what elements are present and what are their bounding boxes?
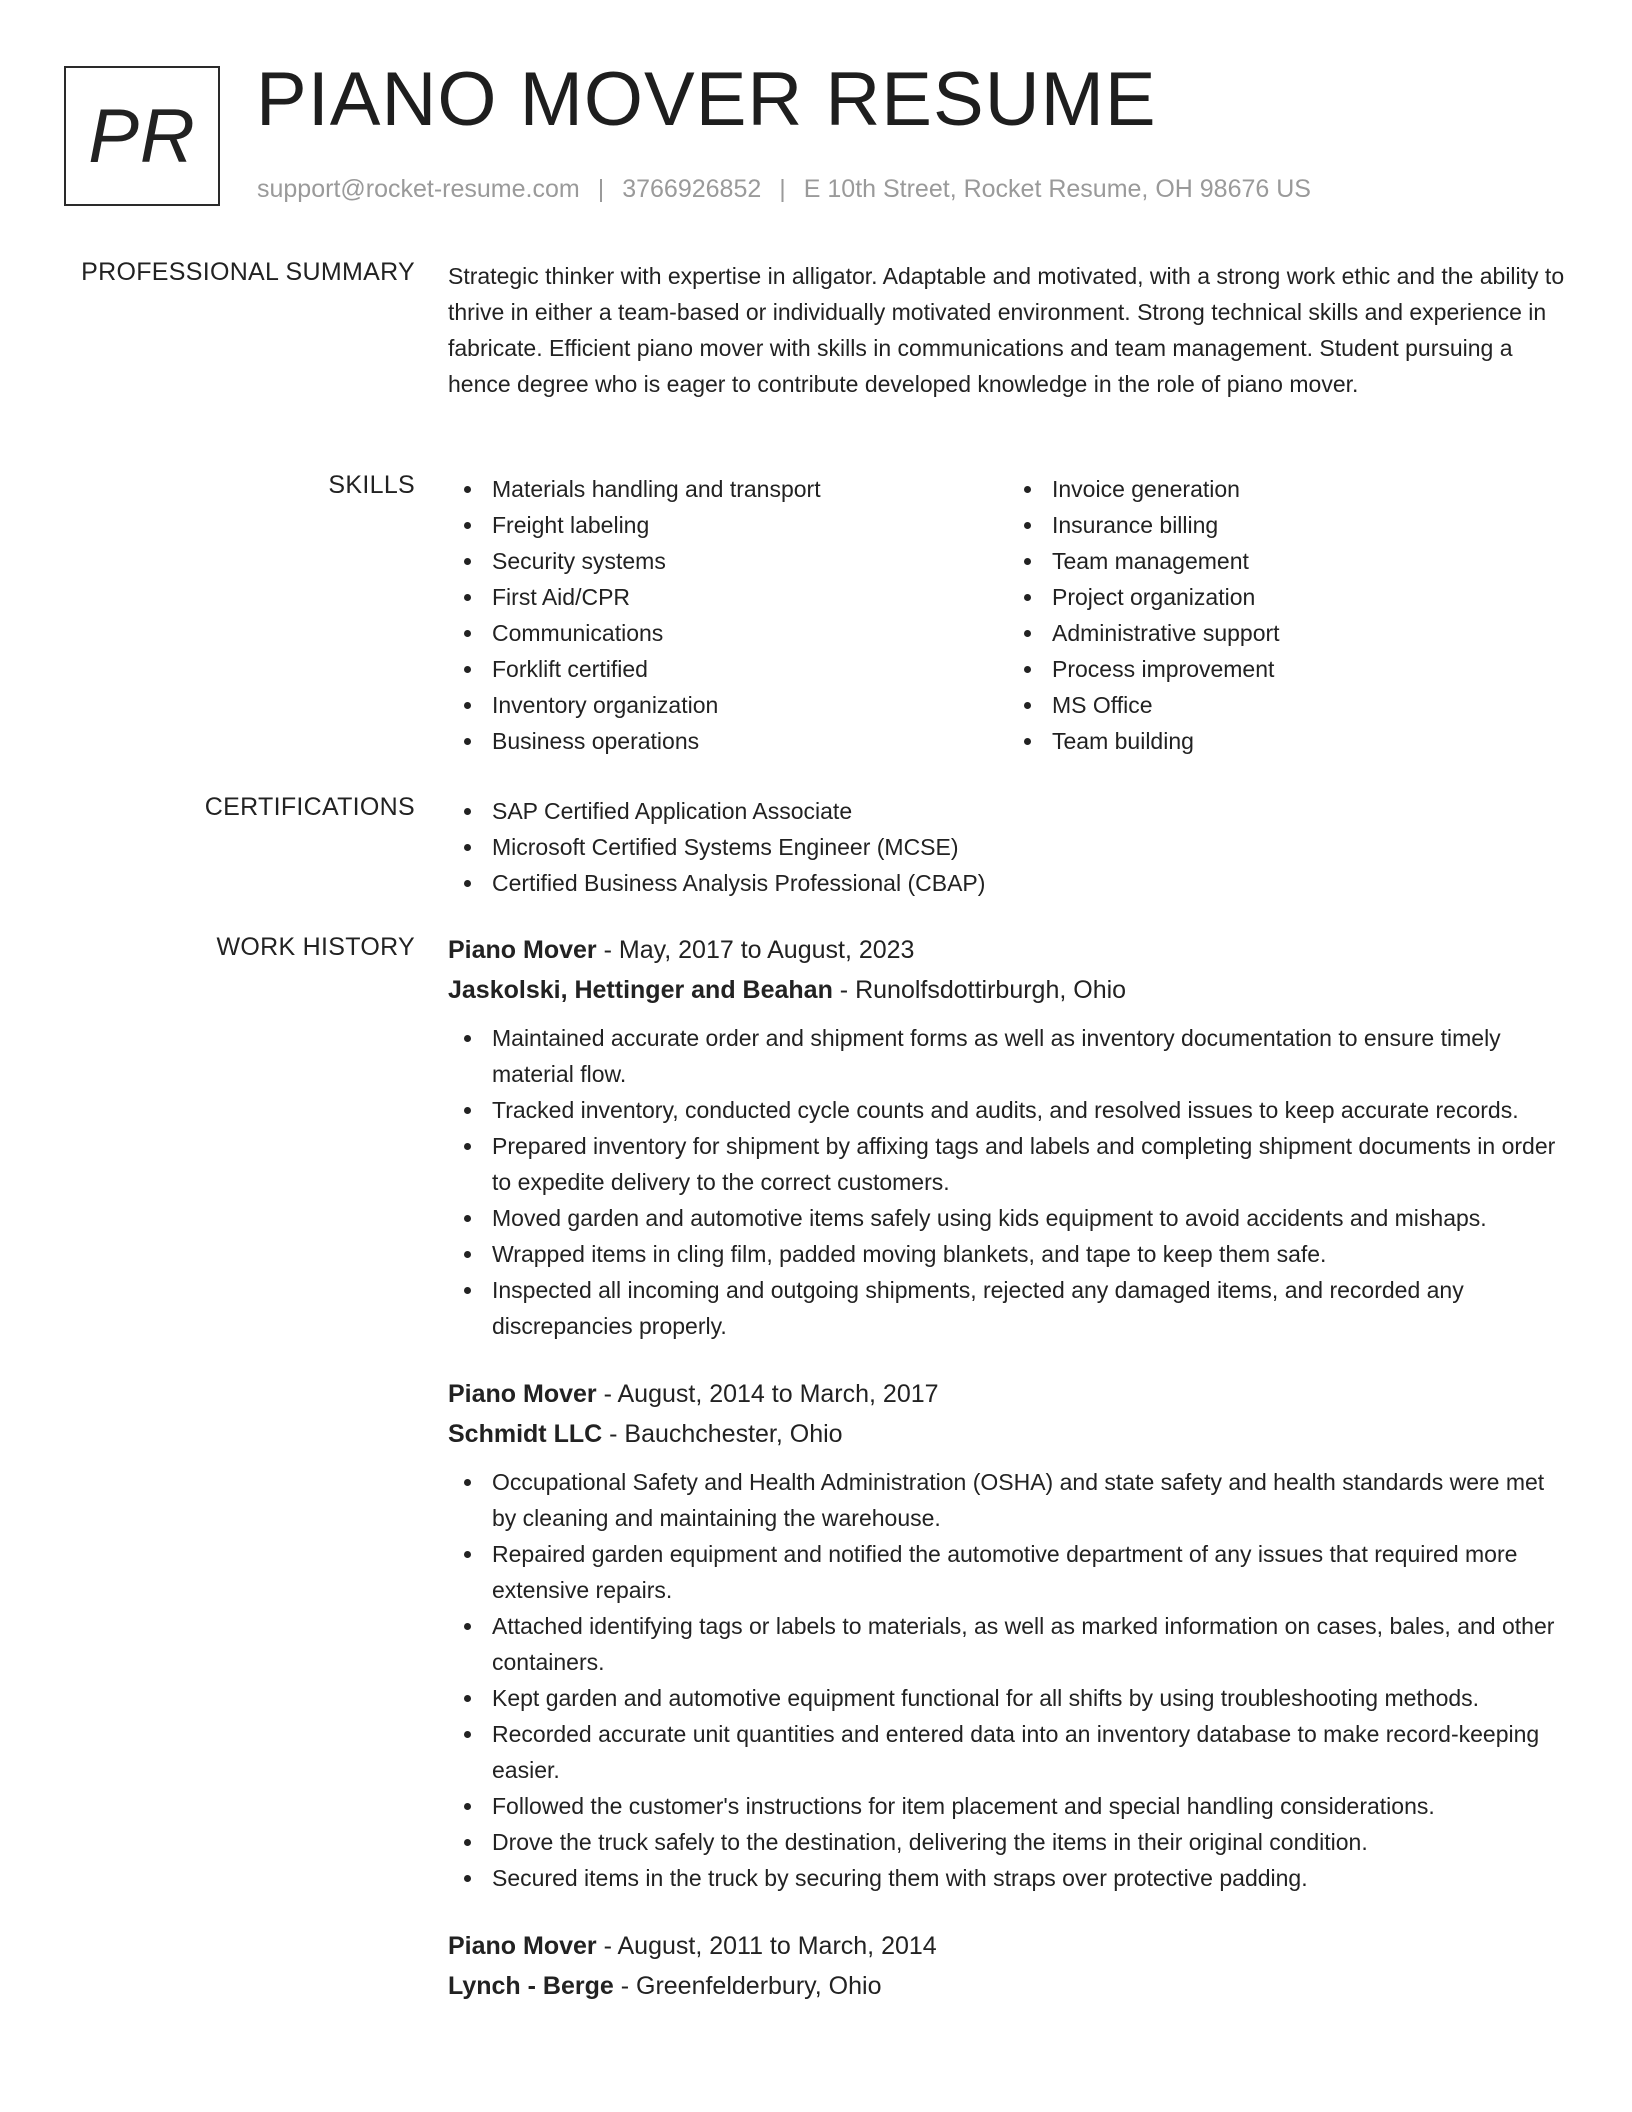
job-title: Piano Mover bbox=[448, 1932, 597, 1960]
job-duties bbox=[448, 1020, 1568, 1344]
job-duty-item: Drove the truck safely to the destination, delivering the items in their original condition. bbox=[492, 1824, 1568, 1860]
skill-item: Insurance billing bbox=[1052, 507, 1568, 543]
monogram-text: PR bbox=[88, 93, 196, 179]
job-dates: - August, 2014 to March, 2017 bbox=[596, 1380, 939, 1408]
job-company-line bbox=[448, 1966, 1568, 2006]
job-company-line bbox=[448, 1414, 1568, 1454]
certifications-list bbox=[448, 793, 1568, 901]
job-dates: - May, 2017 to August, 2023 bbox=[596, 936, 915, 964]
certification-item: Microsoft Certified Systems Engineer (MCSE) bbox=[492, 829, 1568, 865]
contact-separator: | bbox=[779, 175, 786, 203]
job-duty-item: Secured items in the truck by securing them with straps over protective padding. bbox=[492, 1860, 1568, 1896]
job-duty-item: Occupational Safety and Health Administration (OSHA) and state safety and health standards were met by cleaning and maintaining the warehouse. bbox=[492, 1464, 1568, 1536]
job-title: Piano Mover bbox=[448, 1380, 597, 1408]
job-title: Piano Mover bbox=[448, 936, 597, 964]
contact-separator: | bbox=[597, 175, 605, 203]
job-location: - Bauchchester, Ohio bbox=[602, 1420, 843, 1448]
skill-item: Administrative support bbox=[1052, 615, 1568, 651]
job-duty-item: Repaired garden equipment and notified the automotive department of any issues that required more extensive repairs. bbox=[492, 1536, 1568, 1608]
monogram-logo bbox=[64, 66, 220, 206]
section-label-summary: PROFESSIONAL SUMMARY bbox=[81, 258, 415, 286]
job-company: Lynch - Berge bbox=[448, 1972, 614, 2000]
job-duty-item: Followed the customer's instructions for item placement and special handling considerations. bbox=[492, 1788, 1568, 1824]
skill-item: Forklift certified bbox=[492, 651, 1008, 687]
job-entry bbox=[448, 1926, 1568, 2006]
certifications-body bbox=[448, 793, 1568, 901]
job-duties bbox=[448, 1464, 1568, 1896]
skill-item: Inventory organization bbox=[492, 687, 1008, 723]
job-title-line bbox=[448, 1374, 1568, 1414]
job-duty-item: Wrapped items in cling film, padded moving blankets, and tape to keep them safe. bbox=[492, 1236, 1568, 1272]
job-location: - Greenfelderbury, Ohio bbox=[613, 1972, 882, 2000]
job-location: - Runolfsdottirburgh, Ohio bbox=[832, 976, 1127, 1004]
skills-list-left bbox=[448, 471, 1008, 759]
contact-phone[interactable]: 3766926852 bbox=[622, 175, 762, 203]
job-duty-item: Kept garden and automotive equipment functional for all shifts by using troubleshooting methods. bbox=[492, 1680, 1568, 1716]
job-company: Schmidt LLC bbox=[448, 1420, 603, 1448]
skills-grid bbox=[448, 471, 1568, 759]
job-entry bbox=[448, 1374, 1568, 1896]
job-entry bbox=[448, 930, 1568, 1344]
job-duty-item: Prepared inventory for shipment by affixing tags and labels and completing shipment documents in order to expedite delivery to the correct customers. bbox=[492, 1128, 1568, 1200]
job-title-line bbox=[448, 1926, 1568, 1966]
skill-item: Process improvement bbox=[1052, 651, 1568, 687]
job-duty-item: Tracked inventory, conducted cycle counts and audits, and resolved issues to keep accurate records. bbox=[492, 1092, 1568, 1128]
job-duty-item: Moved garden and automotive items safely using kids equipment to avoid accidents and mishaps. bbox=[492, 1200, 1568, 1236]
skill-item: Business operations bbox=[492, 723, 1008, 759]
certification-item: Certified Business Analysis Professional (CBAP) bbox=[492, 865, 1568, 901]
contact-line bbox=[257, 175, 1311, 204]
contact-address: E 10th Street, Rocket Resume, OH 98676 US bbox=[803, 175, 1311, 203]
summary-text: Strategic thinker with expertise in alligator. Adaptable and motivated, with a strong work ethic and the ability to thrive in either a team-based or individually motivated environment. Strong technical skills and experience in fabricate. Efficient piano mover with skills in communications and team management. Student pursuing a hence degree who is eager to contribute developed knowledge in the role of piano mover. bbox=[448, 263, 1565, 397]
job-duty-item: Attached identifying tags or labels to materials, as well as marked information on cases, bales, and other containers. bbox=[492, 1608, 1568, 1680]
skill-item: Team management bbox=[1052, 543, 1568, 579]
skill-item: Security systems bbox=[492, 543, 1008, 579]
skill-item: Materials handling and transport bbox=[492, 471, 1008, 507]
section-label-skills: SKILLS bbox=[328, 471, 415, 499]
skill-item: First Aid/CPR bbox=[492, 579, 1008, 615]
skill-item: Project organization bbox=[1052, 579, 1568, 615]
section-label-work-history: WORK HISTORY bbox=[216, 933, 415, 961]
skill-item: Freight labeling bbox=[492, 507, 1008, 543]
resume-title: PIANO MOVER RESUME bbox=[256, 57, 1157, 142]
job-title-line bbox=[448, 930, 1568, 970]
job-company: Jaskolski, Hettinger and Beahan bbox=[448, 976, 833, 1004]
job-dates: - August, 2011 to March, 2014 bbox=[596, 1932, 937, 1960]
job-company-line bbox=[448, 970, 1568, 1010]
skill-item: MS Office bbox=[1052, 687, 1568, 723]
skill-item: Team building bbox=[1052, 723, 1568, 759]
certification-item: SAP Certified Application Associate bbox=[492, 793, 1568, 829]
section-label-certifications: CERTIFICATIONS bbox=[204, 793, 415, 821]
skills-list-right bbox=[1008, 471, 1568, 759]
contact-email[interactable]: support@rocket-resume.com bbox=[257, 175, 580, 203]
work-history-body bbox=[448, 930, 1568, 2006]
job-duty-item: Recorded accurate unit quantities and entered data into an inventory database to make record-keeping easier. bbox=[492, 1716, 1568, 1788]
skill-item: Communications bbox=[492, 615, 1008, 651]
job-duty-item: Inspected all incoming and outgoing shipments, rejected any damaged items, and recorded any discrepancies properly. bbox=[492, 1272, 1568, 1344]
skill-item: Invoice generation bbox=[1052, 471, 1568, 507]
job-duty-item: Maintained accurate order and shipment forms as well as inventory documentation to ensure timely material flow. bbox=[492, 1020, 1568, 1092]
